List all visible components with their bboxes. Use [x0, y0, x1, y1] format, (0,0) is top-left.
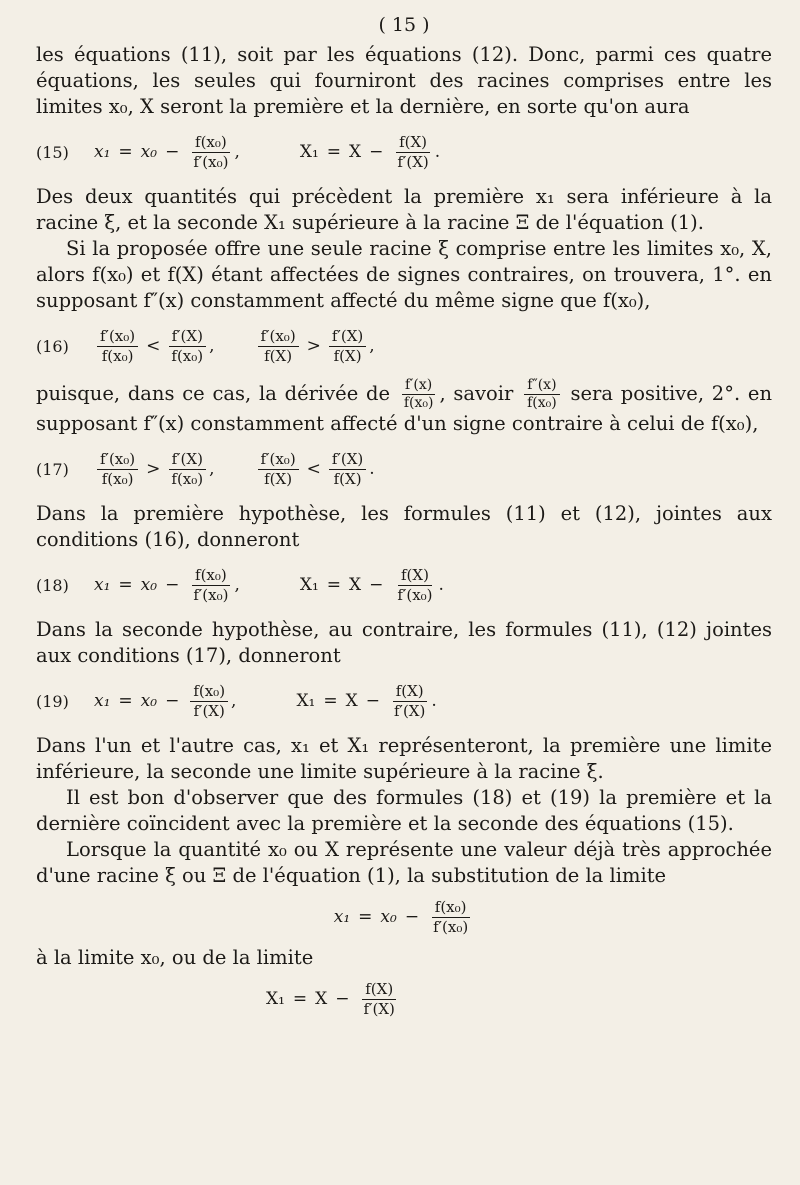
fraction: $\frac{f(X)}{\text{f′(x₀)}}$: [397, 565, 433, 604]
paragraph-4: puisque, dans ce cas, la dérivée de $\frac{f'(x)}{\text{f(x₀)}}$ , savoir $\frac{f''(x)}{\text{f(x₀)}}$ sera positive, 2°. en supposant f″(x) constamment affecté d'un signe contraire à celui de f(x₀),: [36, 377, 773, 435]
inequality-a: $\frac{\text{f′(x₀)}}{\text{f(x₀)}}$ < $\frac{f'(X)}{\text{f(x₀)}}$ ,: [94, 328, 215, 365]
paragraph-6: Dans la seconde hypothèse, au contraire, les formules (11), (12) jointes aux conditions (17), donneront: [36, 618, 772, 667]
equation-left: x₁ = x₀ − $\frac{\text{f(x₀)}}{\text{f′(x₀)}}$ ,: [94, 565, 240, 604]
equation-19: [36, 675, 772, 727]
inline-fraction: $\frac{f''(x)}{\text{f(x₀)}}$: [524, 378, 560, 411]
equation-label: (17): [36, 459, 69, 479]
equation-left: x₁ = x₀ − $\frac{\text{f(x₀)}}{f'(X)}$ ,: [94, 681, 237, 720]
equation-label: (18): [36, 575, 69, 595]
inequality-b: $\frac{\text{f′(x₀)}}{f(X)}$ > $\frac{f'(X)}{f(X)}$ ,: [255, 328, 375, 365]
equation-left: x₁ = x₀ − $\frac{\text{f(x₀)}}{\text{f′(x₀)}}$ ,: [94, 132, 240, 171]
limit-equation-2: X₁ = X − $\frac{f(X)}{f'(X)}$: [266, 975, 772, 1023]
paragraph-8: Il est bon d'observer que des formules (18) et (19) la première et la dernière coïncident avec la première et la seconde des équations (15).: [36, 786, 772, 835]
paragraph-3: Si la proposée offre une seule racine ξ comprise entre les limites x₀, X, alors f(x₀) et f(X) étant affectées de signes contraires, on trouvera, 1°. en supposant f″(x) constamment affecté du même signe que f(x₀),: [36, 237, 772, 312]
equation-18: [36, 559, 772, 611]
fraction: $\frac{f(X)}{f'(X)}$: [397, 132, 429, 171]
equation-label: (19): [36, 691, 69, 711]
equation-label: (15): [36, 142, 69, 162]
limit-equation-1: x₁ = x₀ − $\frac{\text{f(x₀)}}{\text{f′(x₀)}}$: [36, 893, 772, 941]
equation-16: [36, 320, 772, 372]
inequality-b: $\frac{\text{f′(x₀)}}{f(X)}$ < $\frac{f'(X)}{f(X)}$ .: [255, 451, 375, 488]
inline-fraction: $\frac{f'(x)}{\text{f(x₀)}}$: [403, 377, 434, 411]
equation-17: [36, 443, 772, 495]
fraction: $\frac{f(X)}{f'(X)}$: [393, 681, 426, 720]
paragraph-1: les équations (11), soit par les équations (12). Donc, parmi ces quatre équations, les seules qui fourniront des racines comprises entre les limites x₀, X seront la première et la dernière, en sorte qu'on aura: [36, 43, 772, 118]
inequality-a: $\frac{\text{f′(x₀)}}{\text{f(x₀)}}$ > $\frac{f'(X)}{\text{f(x₀)}}$ ,: [94, 451, 215, 488]
paragraph-10: à la limite x₀, ou de la limite: [36, 946, 314, 969]
equation-right: X₁ = X − $\frac{f(X)}{f'(X)}$ .: [299, 132, 441, 171]
fraction: $\frac{\text{f(x₀)}}{\text{f′(x₀)}}$: [193, 565, 229, 604]
page-number: ( 15 ): [378, 14, 430, 36]
fraction: $\frac{f(X)}{f'(X)}$: [363, 979, 395, 1018]
paragraph-7: Dans l'un et l'autre cas, x₁ et X₁ représenteront, la première une limite inférieure, la seconde une limite supérieure à la racine ξ.: [36, 734, 772, 783]
paragraph-9: Lorsque la quantité x₀ ou X représente une valeur déjà très approchée d'une racine ξ ou Ξ de l'équation (1), la substitution de la limite: [36, 838, 772, 887]
equation-right: X₁ = X − $\frac{f(X)}{f'(X)}$ .: [296, 681, 437, 720]
equation-right: X₁ = X − $\frac{f(X)}{\text{f′(x₀)}}$ .: [299, 565, 444, 604]
fraction: $\frac{\text{f(x₀)}}{\text{f′(x₀)}}$: [433, 897, 469, 936]
paragraph-5: Dans la première hypothèse, les formules (11) et (12), jointes aux conditions (16), donneront: [36, 502, 772, 551]
fraction: $\frac{\text{f(x₀)}}{\text{f′(x₀)}}$: [193, 132, 229, 171]
equation-15: [36, 126, 772, 178]
equation-label: (16): [36, 336, 69, 356]
paragraph-2: Des deux quantités qui précèdent la première x₁ sera inférieure à la racine ξ, et la seconde X₁ supérieure à la racine Ξ de l'équation (1).: [36, 185, 772, 234]
fraction: $\frac{\text{f(x₀)}}{f'(X)}$: [190, 683, 228, 720]
